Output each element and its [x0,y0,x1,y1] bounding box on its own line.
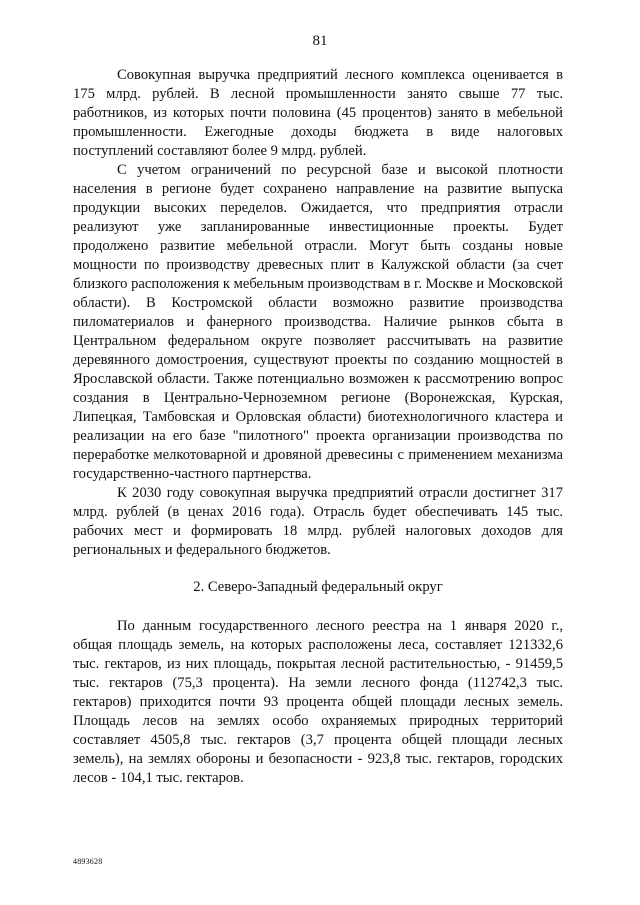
paragraph-industry-revenue: Совокупная выручка предприятий лесного комплекса оценивается в 175 млрд. рублей. В лесной промышленности занято свыше 77 тыс. работников, из которых почти половина (45 процентов) занято в мебельной промышленности. Ежегодные доходы бюджета в виде налоговых поступлений составляют более 9 млрд. рублей. [73,67,563,159]
document-body [73,66,563,788]
paragraph-2030-forecast: К 2030 году совокупная выручка предприятий отрасли достигнет 317 млрд. рублей (в ценах 2016 года). Отрасль будет обеспечивать 145 тыс. рабочих мест и формировать 18 млрд. рублей налоговых доходов для региональных и федерального бюджетов. [73,485,563,558]
section-heading: 2. Северо-Западный федеральный округ [193,579,443,595]
paragraph-forest-registry: По данным государственного лесного реестра на 1 января 2020 г., общая площадь земель, на которых расположены леса, составляет 121332,6 тыс. гектаров, из них площадь, покрытая лесной растительностью, - 91459,5 тыс. гектаров (75,3 процента). На земли лесного фонда (112742,3 тыс. гектаров) приходится почти 93 процента общей площади лесных земель. Площадь лесов на землях особо охраняемых природных территорий составляет 4505,8 тыс. гектаров (3,7 процента общей площади лесных земель), на землях обороны и безопасности - 923,8 тыс. гектаров, городских лесов - 104,1 тыс. гектаров. [73,618,563,786]
document-code: 4893628 [73,857,103,866]
paragraph-development-plans: С учетом ограничений по ресурсной базе и высокой плотности населения в регионе будет сохранено направление на развитие выпуска продукции высоких переделов. Ожидается, что предприятия отрасли реализуют уже запланированные инвестиционные проекты. Будет продолжено развитие мебельной отрасли. Могут быть созданы новые мощности по производству древесных плит в Калужской области (за счет близкого расположения к мебельным производствам в г. Москве и Московской области). В Костромской области возможно развитие производства пиломатериалов и фанерного производства. Наличие рынков сбыта в Центральном федеральном округе позволяет рассчитывать на развитие деревянного домостроения, существуют проекты по созданию мощностей в Ярославской области. Также потенциально возможен к рассмотрению вопрос создания в Центрально-Черноземном регионе (Воронежская, Курская, Липецкая, Тамбовская и Орловская области) биотехнологичного кластера и реализации на его базе "пилотного" проекта организации производства по переработке мелкотоварной и дровяной древесины с применением механизма государственно-частного партнерства. [73,162,563,482]
page-number: 81 [312,33,328,49]
